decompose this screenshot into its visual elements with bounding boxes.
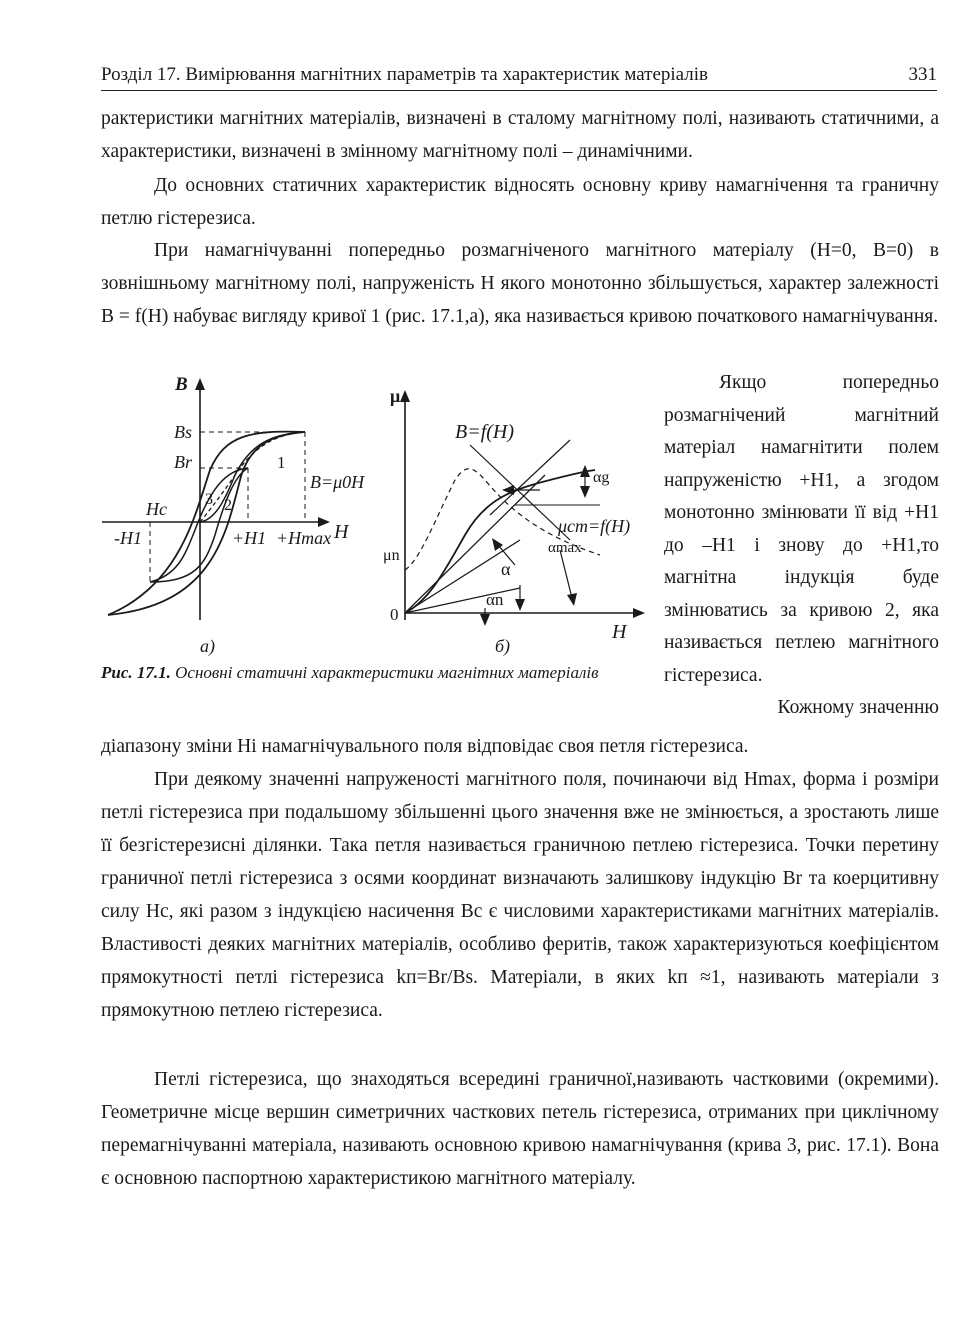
label-b-mu0-h: B=μ0H bbox=[310, 472, 365, 492]
label-mu-n: μn bbox=[383, 547, 400, 564]
label-curve-3: 3 bbox=[205, 491, 213, 508]
label-b-f-h: B=f(H) bbox=[455, 421, 515, 443]
label-alpha-max: αmax bbox=[548, 540, 582, 556]
label-alpha-g: αg bbox=[593, 469, 610, 486]
sublabel-a: а) bbox=[200, 636, 215, 656]
running-header bbox=[101, 62, 937, 91]
label-pos-hmax: +Hmax bbox=[276, 528, 332, 548]
paragraph-4-rest: діапазону зміни Hi намагнічувального поля відповідає своя петля гістерезиса. bbox=[101, 736, 749, 757]
loop-lower-branch bbox=[108, 432, 305, 615]
label-origin: 0 bbox=[390, 605, 399, 624]
wrapped-paragraph-text: Якщо попередньо розмагнічений магнітний матеріал намагнітити полем напруженістю +H1, а згодом монотонно змінювати її від +H1 до –H1 і знову до +H1,то магнітна індукція буде змінюватись за кривою 2, яка називається петлею магнітного гістерезиса. bbox=[664, 372, 939, 686]
label-alpha-n: αn bbox=[486, 590, 504, 609]
tangent-line-1 bbox=[470, 445, 570, 540]
label-br: Br bbox=[174, 452, 192, 472]
h-axis-arrow-icon bbox=[318, 517, 330, 527]
label-neg-h1: -H1 bbox=[114, 528, 142, 548]
label-h-axis-b: H bbox=[612, 621, 627, 643]
loop-upper-branch bbox=[108, 432, 305, 615]
caption-text: Основні статичні характеристики магнітних матеріалів bbox=[175, 663, 599, 682]
arrow-alpha-g-icon bbox=[580, 486, 590, 498]
label-hc: Hc bbox=[146, 499, 167, 519]
paragraph-1: рактеристики магнітних матеріалів, визначені в сталому магнітному полі, називають статичними, а характеристики, визначені в змінному магнітному полі – динамічними. bbox=[101, 108, 939, 162]
label-pos-h1: +H1 bbox=[232, 528, 267, 548]
arrow-alpha-n-icon bbox=[515, 599, 525, 611]
paragraph-4-start: Кожному значенню bbox=[777, 697, 939, 718]
label-alpha: α bbox=[501, 559, 511, 579]
arrow-alpha-max-line bbox=[560, 550, 572, 598]
arrow-alpha-max-icon bbox=[567, 593, 577, 606]
sublabel-b: б) bbox=[495, 636, 511, 656]
mu-axis-arrow-icon bbox=[400, 390, 410, 402]
h-axis-b-arrow-icon bbox=[633, 608, 645, 618]
wrapped-paragraph bbox=[664, 367, 939, 725]
b-axis-arrow-icon bbox=[195, 378, 205, 390]
arrow-alpha-n-low-icon bbox=[480, 614, 490, 626]
label-h-axis: H bbox=[334, 521, 349, 543]
label-curve-2: 2 bbox=[224, 497, 232, 514]
paragraph-6: Петлі гістерезиса, що знаходяться всередині граничної,називають частковими (окремими). Геометричне місце вершин симетричних часткових петель гістерезиса, отриманих при циклічному перемагнічуванні матеріала, називають основною кривою намагнічування (крива 3, рис. 17.1). Вона є основною паспортною характеристикою магнітного матеріалу. bbox=[101, 1069, 939, 1189]
partial-loop-lower bbox=[150, 468, 248, 582]
curve-1 bbox=[200, 432, 305, 522]
label-curve-1: 1 bbox=[277, 453, 286, 472]
paragraph-3: При намагнічуванні попередньо розмагніченого магнітного матеріалу (H=0, B=0) в зовнішньому магнітному полі, напруженість H якого монотонно збільшується, характер залежності B = f(H) набуває вигляду кривої 1 (рис. 17.1,а), яка називається кривою початкового намагнічування. bbox=[101, 240, 939, 327]
figure-drawing bbox=[100, 370, 655, 660]
paragraph-2: До основних статичних характеристик відносять основну криву намагнічення та граничну петлю гістерезиса. bbox=[101, 175, 939, 229]
panel-b bbox=[383, 386, 645, 643]
figure-caption bbox=[101, 662, 661, 684]
figure-17-1 bbox=[100, 370, 655, 710]
panel-a bbox=[102, 374, 365, 620]
page-number: 331 bbox=[908, 64, 937, 85]
caption-label: Рис. 17.1. bbox=[101, 663, 171, 682]
paragraph-5: При деякому значенні напруженості магнітного поля, починаючи від Hmax, форма і розміри петлі гістерезиса при подальшому збільшенні цього значення вже не змінюється, а зростають лише її безгістерезисні ділянки. Така петля називається граничною петлею гістерезиса. Точки перетину граничної петлі гістерезиса з осями координат визначають залишкову індукцію Br та коерцитивну силу Hc, які разом з індукцією насичення Bc є числовими характеристиками магнітних матеріалів. Властивості деяких магнітних матеріалів, особливо феритів, також характеризуються коефіцієнтом прямокутності петлі гістерезиса kп=Br/Bs. Матеріали, в яких kп ≈1, називають матеріали з прямокутною петлею гістерезиса. bbox=[101, 769, 939, 1021]
label-mu-st: μст=f(H) bbox=[558, 516, 631, 536]
chapter-title: Розділ 17. Вимірювання магнітних параметрів та характеристик матеріалів bbox=[101, 64, 709, 85]
label-b-axis: B bbox=[175, 374, 188, 395]
label-bs: Bs bbox=[174, 422, 192, 442]
curve-3 bbox=[200, 432, 305, 522]
label-mu-axis: μ bbox=[390, 386, 401, 406]
